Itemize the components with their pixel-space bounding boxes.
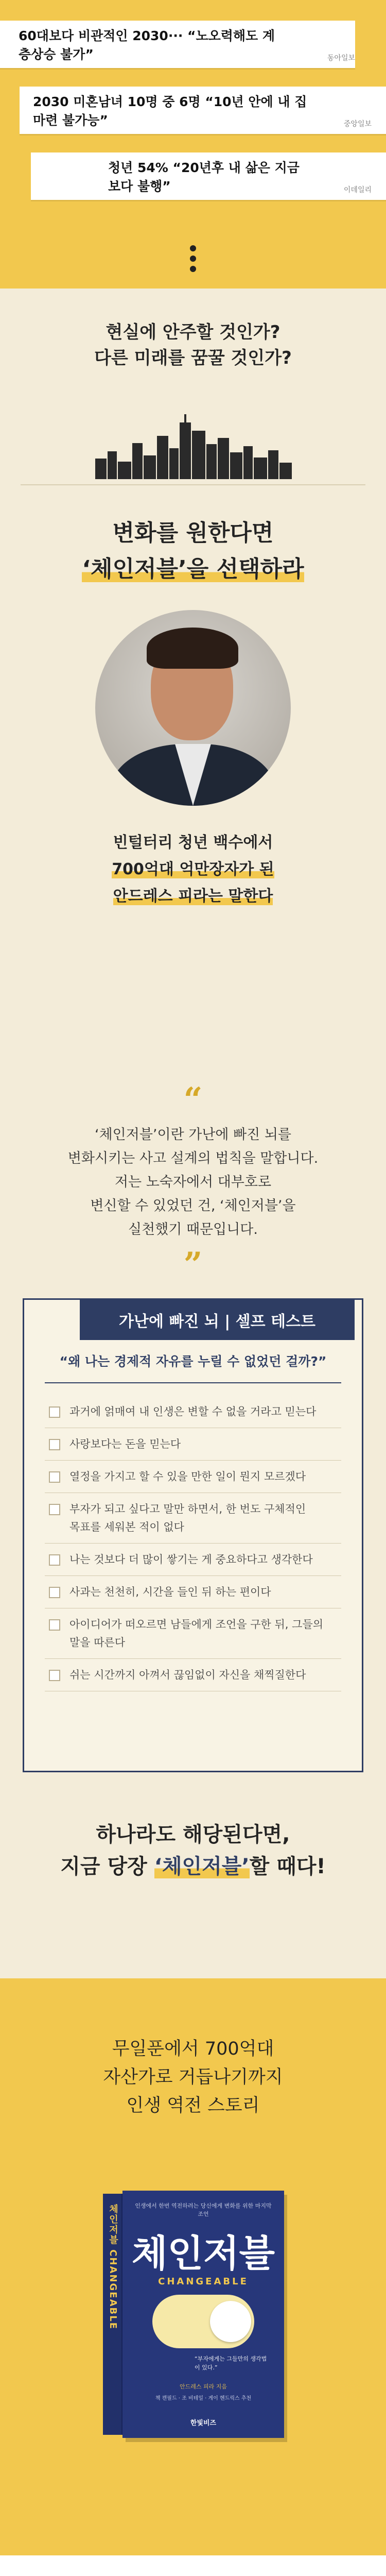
checklist-line: 아이디어가 떠오르면 남들에게 조언을 구한 뒤, 그들의 (69, 1618, 324, 1631)
quote-text (0, 1123, 386, 1242)
quote-close-icon: ” (183, 1245, 203, 1284)
news-source: 동아일보 (327, 54, 355, 62)
question-line: 다른 미래를 꿈꿀 것인가? (94, 348, 292, 368)
book-publisher: 한빛비즈 (190, 2419, 217, 2427)
intro-text (0, 829, 386, 910)
quote-line: 변신할 수 있었던 건, ‘체인저블’을 (90, 1198, 296, 1214)
news-headline: 2030 미혼남녀 10명 중 6명 “10년 안에 내 집 마련 불가능” (20, 87, 386, 134)
divider (45, 1382, 341, 1383)
quote-line: 실천했기 때문입니다. (128, 1222, 258, 1238)
checklist-line: 쉬는 시간까지 아껴서 끊임없이 자신을 채찍질한다 (69, 1669, 306, 1681)
intro-highlight: 안드레스 피라는 말한다 (113, 887, 273, 905)
intro-line: 빈털터리 청년 백수에서 (113, 834, 273, 852)
city-skyline-icon (90, 412, 296, 479)
toggle-switch-icon (152, 2295, 254, 2348)
checklist-item[interactable] (45, 1544, 341, 1576)
checklist-item[interactable] (45, 1659, 341, 1691)
news-card (0, 152, 386, 200)
checklist-item[interactable] (45, 1461, 341, 1493)
checklist-item[interactable] (45, 1396, 341, 1428)
intro-highlight: 700억대 억만장자가 된 (112, 860, 274, 878)
news-section (0, 0, 386, 289)
checklist-line: 나는 것보다 더 많이 쌓기는 게 중요하다고 생각한다 (69, 1553, 313, 1566)
book-english-title: CHANGEABLE (158, 2276, 249, 2287)
checkbox-icon[interactable] (49, 1670, 60, 1681)
book-endorsers: 책 캔필드 · 조 비테일 · 게이 헨드릭스 추천 (155, 2396, 252, 2401)
call-text: 할 때다! (249, 1855, 326, 1878)
news-card (0, 87, 386, 134)
book-quote: “부자에게는 그들만의 생각법이 있다.” (195, 2355, 267, 2371)
ellipsis-dots-icon (0, 245, 386, 272)
quote-line: ‘체인저블’이란 가난에 빠진 뇌를 (95, 1127, 291, 1143)
checkbox-icon[interactable] (49, 1406, 60, 1418)
quote-line: 변화시키는 사고 설계의 법칙을 말합니다. (67, 1150, 319, 1166)
checklist-text (69, 1583, 271, 1601)
checklist-text (69, 1435, 181, 1453)
author-portrait (95, 610, 291, 806)
checkbox-icon[interactable] (49, 1439, 60, 1450)
checklist-item[interactable] (45, 1608, 341, 1659)
question-section (0, 289, 386, 515)
checklist-line: 열정을 가지고 할 수 있을 만한 일이 뭔지 모르겠다 (69, 1470, 306, 1483)
book-title: 체인저블 (131, 2232, 275, 2275)
change-title-line: ‘체인저블’을 선택하라 (82, 556, 304, 582)
checklist-text (69, 1616, 323, 1652)
book-lead (0, 2035, 386, 2120)
book-author: 안드레스 피라 지음 (179, 2383, 227, 2390)
endorsement-section (0, 2555, 386, 2576)
news-source: 중앙일보 (343, 120, 372, 128)
change-title (0, 551, 386, 587)
checklist-item[interactable] (45, 1576, 341, 1608)
news-source: 이데일리 (343, 186, 372, 194)
call-section (0, 1814, 386, 1978)
checklist-item[interactable] (45, 1493, 341, 1544)
book-spine (103, 2194, 122, 2435)
self-test-question: “왜 나는 경제적 자유를 누릴 수 없었던 걸까?” (59, 1354, 327, 1369)
news-card (0, 21, 386, 68)
intro-line (0, 883, 386, 910)
checklist-line: 말을 따른다 (69, 1636, 126, 1649)
book-section (0, 1978, 386, 2555)
quote-line: 저는 노숙자에서 대부호로 (114, 1174, 272, 1190)
book-cover-image (103, 2191, 284, 2438)
checklist-text (69, 1500, 306, 1536)
checklist-line: 사랑보다는 돈을 믿는다 (69, 1438, 181, 1450)
call-line: 하나라도 해당된다면, (96, 1823, 290, 1846)
checklist-line: 목표를 세워본 적이 없다 (69, 1521, 184, 1533)
intro-line (0, 856, 386, 883)
checklist-text (69, 1403, 316, 1421)
checklist-line: 사과는 천천히, 시간을 들인 뒤 하는 편이다 (69, 1586, 271, 1598)
book-tagline: 인생에서 한번 역전하려는 당신에게 변화를 위한 마지막 조언 (135, 2202, 272, 2217)
call-line (0, 1851, 386, 1883)
question-line: 현실에 안주할 것인가? (106, 322, 280, 343)
self-test-section (0, 1298, 386, 1814)
change-title-line: 변화를 원한다면 (112, 520, 274, 546)
checklist-item[interactable] (45, 1428, 341, 1461)
call-highlight: ‘체인저블’ (154, 1855, 250, 1878)
book-lead-line: 인생 역전 스토리 (126, 2095, 260, 2116)
portrait-hair (147, 628, 238, 669)
checkbox-icon[interactable] (49, 1554, 60, 1566)
checklist-text (69, 1666, 306, 1684)
checklist-text (69, 1468, 306, 1486)
checkbox-icon[interactable] (49, 1619, 60, 1631)
book-cover (122, 2191, 284, 2438)
checkbox-icon[interactable] (49, 1587, 60, 1598)
checklist (45, 1396, 341, 1691)
quote-open-icon: “ (183, 1080, 203, 1119)
quote-section (0, 1082, 386, 1298)
checkbox-icon[interactable] (49, 1471, 60, 1483)
checklist-line: 부자가 되고 싶다고 말만 하면서, 한 번도 구체적인 (69, 1503, 306, 1515)
toggle-knob (210, 2301, 251, 2342)
change-section (0, 515, 386, 1082)
call-text: 지금 당장 (60, 1855, 154, 1878)
checklist-line: 과거에 얽매여 내 인생은 변할 수 없을 거라고 믿는다 (69, 1405, 317, 1418)
book-lead-line: 무일푼에서 700억대 (112, 2039, 274, 2059)
news-headline: 청년 54% “20년후 내 삶은 지금보다 불행” (31, 152, 386, 200)
change-title (0, 515, 386, 551)
book-spine-text: 체인저블 CHANGEABLE (108, 2204, 118, 2330)
self-test-box (23, 1298, 363, 1772)
news-headline: 60대보다 비관적인 2030··· “노오력해도 계층상승 불가” (0, 21, 355, 68)
checkbox-icon[interactable] (49, 1504, 60, 1515)
book-lead-line: 자산가로 거듭나기까지 (103, 2067, 283, 2088)
self-test-title: 가난에 빠진 뇌 | 셀프 테스트 (80, 1300, 355, 1340)
checklist-text (69, 1551, 313, 1569)
divider (21, 484, 365, 485)
